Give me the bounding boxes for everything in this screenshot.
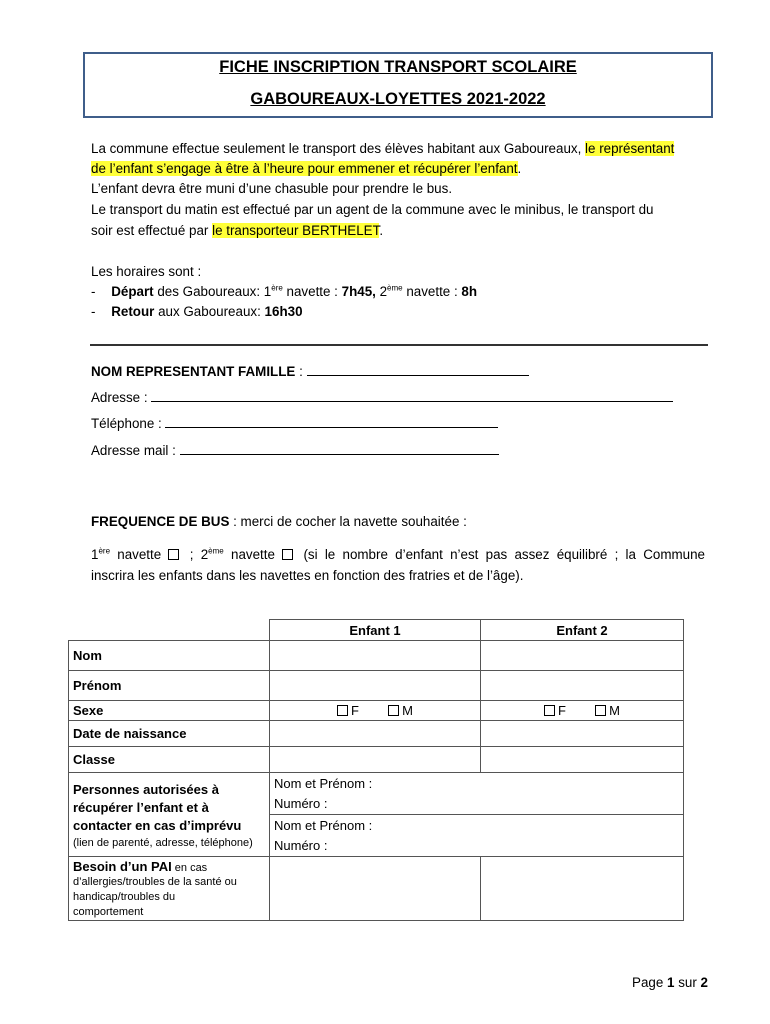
- address-field[interactable]: [91, 388, 673, 408]
- table-header-row: [69, 620, 684, 641]
- sexe-m-checkbox-2[interactable]: [595, 705, 606, 716]
- frequency-text: : merci de cocher la navette souhaitée :: [229, 514, 467, 529]
- classe-enfant-2-cell[interactable]: [481, 747, 684, 773]
- table-row: [69, 857, 684, 921]
- intro-text-a: La commune effectue seulement le transport des élèves habitant aux Gaboureaux,: [91, 141, 582, 156]
- depart-text-a: des Gaboureaux: 1: [153, 284, 272, 299]
- opt1-sup: ère: [98, 546, 111, 556]
- frequency-options: [91, 545, 705, 565]
- address-label: Adresse :: [91, 390, 152, 405]
- depart-time-1: 7h45,: [341, 284, 376, 299]
- phone-line[interactable]: [165, 415, 498, 428]
- depart-time-2: 8h: [461, 284, 478, 299]
- pai-enfant-2-cell[interactable]: [481, 857, 684, 921]
- nom-enfant-2-cell[interactable]: [481, 641, 684, 671]
- navette-2-checkbox[interactable]: [282, 549, 293, 560]
- naissance-enfant-2-cell[interactable]: [481, 721, 684, 747]
- naissance-enfant-1-cell[interactable]: [270, 721, 481, 747]
- row-label-pai: [69, 857, 270, 921]
- depart-label: Départ: [111, 284, 154, 299]
- opt-separator: ;: [182, 547, 201, 562]
- intro-highlight-2: de l’enfant s’engage à être à l’heure pour emmener et récupérer l’enfant: [91, 161, 518, 176]
- personnes-line-2: récupérer l’enfant et à: [73, 799, 209, 815]
- retour-text: aux Gaboureaux:: [154, 304, 265, 319]
- retour-time: 16h30: [264, 304, 303, 319]
- opt2-sup: ème: [208, 546, 224, 556]
- pai-note-b: d’allergies/troubles de la santé ou: [73, 876, 237, 888]
- header-enfant-2: Enfant 2: [481, 620, 684, 641]
- row-label-naissance: Date de naissance: [69, 721, 270, 747]
- intro-period-2: .: [379, 223, 384, 238]
- depart-text-d: navette :: [402, 284, 462, 299]
- classe-enfant-1-cell[interactable]: [270, 747, 481, 773]
- pai-label: Besoin d’un PAI: [73, 859, 172, 874]
- bullet-dash: -: [91, 284, 96, 299]
- intro-line-1: [91, 139, 674, 159]
- title-box: [83, 52, 713, 118]
- row-label-classe: Classe: [69, 747, 270, 773]
- table-row: [69, 721, 684, 747]
- frequency-note-2: inscrira les enfants dans les navettes en fonction des fratries et de l’âge).: [91, 568, 524, 583]
- footer-page-number: 1: [667, 975, 675, 990]
- sexe-f-label: F: [557, 703, 566, 718]
- page-footer: [632, 975, 708, 990]
- table-row: [69, 701, 684, 721]
- pai-note-c: handicap/troubles du: [73, 891, 176, 903]
- intro-highlight-3: le transporteur BERTHELET: [212, 223, 380, 238]
- intro-line-5: [91, 221, 383, 241]
- frequency-heading: [91, 512, 467, 532]
- opt2-number: 2: [200, 547, 209, 562]
- email-line[interactable]: [180, 442, 499, 455]
- address-line[interactable]: [151, 389, 673, 402]
- family-name-label: NOM REPRESENTANT FAMILLE: [91, 364, 296, 379]
- row-label-nom: Nom: [69, 641, 270, 671]
- family-name-sep: :: [295, 364, 307, 379]
- row-label-prenom: Prénom: [69, 671, 270, 701]
- sexe-f-checkbox-2[interactable]: [544, 705, 555, 716]
- section-divider: [90, 344, 708, 346]
- sexe-enfant-1-cell: [270, 701, 481, 721]
- table-corner: [69, 620, 270, 641]
- table-row: [69, 773, 684, 815]
- contact-2-number-label: Numéro :: [274, 837, 328, 853]
- nom-enfant-1-cell[interactable]: [270, 641, 481, 671]
- sexe-enfant-2-cell: [481, 701, 684, 721]
- prenom-enfant-1-cell[interactable]: [270, 671, 481, 701]
- sexe-f-checkbox-1[interactable]: [337, 705, 348, 716]
- frequency-label: FREQUENCE DE BUS: [91, 514, 230, 529]
- title-line-1: FICHE INSCRIPTION TRANSPORT SCOLAIRE: [219, 58, 577, 76]
- footer-page-total: 2: [700, 975, 708, 990]
- pai-note-a: en cas: [171, 862, 208, 874]
- bullet-dash: -: [91, 304, 96, 319]
- schedule-depart: [91, 282, 477, 302]
- row-label-personnes: [69, 773, 270, 857]
- opt2-text: navette: [223, 547, 283, 562]
- schedule-heading: Les horaires sont :: [91, 264, 202, 279]
- intro-text-b: soir est effectué par: [91, 223, 209, 238]
- depart-text-b: navette :: [282, 284, 342, 299]
- footer-of-word: sur: [674, 975, 701, 990]
- depart-sup-1: ère: [271, 283, 283, 293]
- pai-enfant-1-cell[interactable]: [270, 857, 481, 921]
- sexe-m-checkbox-1[interactable]: [388, 705, 399, 716]
- family-name-field[interactable]: [91, 362, 529, 382]
- phone-field[interactable]: [91, 414, 498, 434]
- contact-1-number-label: Numéro :: [274, 795, 328, 811]
- contact-1-cell[interactable]: [270, 773, 684, 815]
- personnes-line-1: Personnes autorisées à: [73, 781, 219, 797]
- footer-page-word: Page: [632, 975, 668, 990]
- table-row: [69, 747, 684, 773]
- contact-2-name-label: Nom et Prénom :: [274, 817, 373, 833]
- row-label-sexe: Sexe: [69, 701, 270, 721]
- personnes-note: (lien de parenté, adresse, téléphone): [73, 836, 253, 849]
- depart-sup-2: ème: [387, 283, 403, 293]
- frequency-note-1: (si le nombre d’enfant n’est pas assez équilibré ; la Commune: [296, 547, 706, 562]
- sexe-m-label: M: [402, 703, 414, 718]
- opt1-text: navette: [110, 547, 169, 562]
- header-enfant-1: Enfant 1: [270, 620, 481, 641]
- table-row: [69, 671, 684, 701]
- email-field[interactable]: [91, 441, 499, 461]
- contact-2-cell[interactable]: [270, 815, 684, 857]
- schedule-retour: [91, 302, 303, 322]
- email-label: Adresse mail :: [91, 443, 180, 458]
- depart-text-c: 2: [375, 284, 388, 299]
- family-name-line[interactable]: [307, 363, 529, 376]
- intro-line-4: Le transport du matin est effectué par un agent de la commune avec le minibus, le transport du: [91, 202, 654, 217]
- navette-1-checkbox[interactable]: [168, 549, 179, 560]
- table-row: [69, 641, 684, 671]
- pai-note-d: comportement: [73, 906, 144, 918]
- prenom-enfant-2-cell[interactable]: [481, 671, 684, 701]
- intro-period-1: .: [517, 161, 522, 176]
- opt1-number: 1: [91, 547, 99, 562]
- sexe-m-label: M: [609, 703, 621, 718]
- intro-line-3: L’enfant devra être muni d’une chasuble pour prendre le bus.: [91, 181, 453, 196]
- contact-1-name-label: Nom et Prénom :: [274, 775, 373, 791]
- sexe-f-label: F: [350, 703, 359, 718]
- intro-line-2: [91, 159, 521, 179]
- phone-label: Téléphone :: [91, 416, 166, 431]
- title-line-2: GABOUREAUX-LOYETTES 2021-2022: [250, 90, 546, 108]
- retour-label: Retour: [111, 304, 155, 319]
- children-table: [68, 619, 684, 921]
- personnes-line-3: contacter en cas d’imprévu: [73, 817, 242, 833]
- intro-highlight-1: le représentant: [585, 141, 675, 156]
